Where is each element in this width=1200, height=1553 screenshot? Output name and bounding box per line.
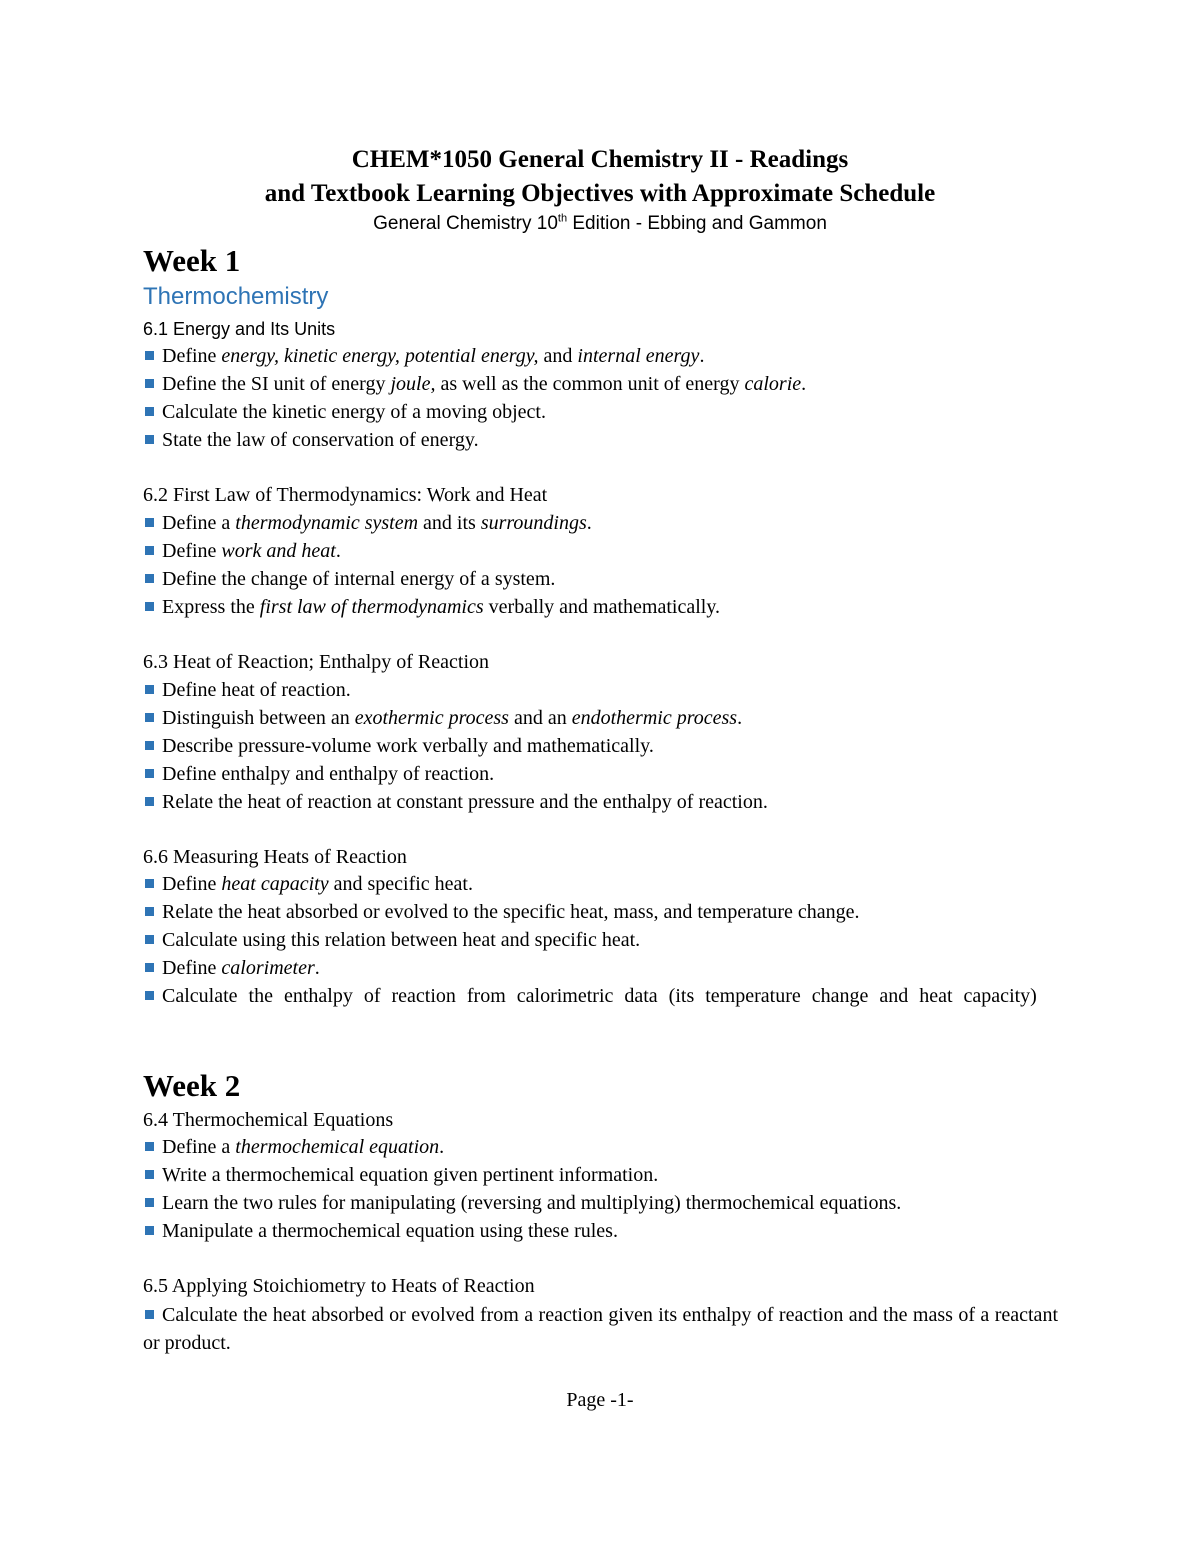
square-bullet-icon — [145, 769, 154, 778]
list-item: Express the first law of thermodynamics verbally and mathematically. — [143, 593, 1063, 621]
square-bullet-icon — [145, 1142, 154, 1151]
square-bullet-icon — [145, 879, 154, 888]
list-item: Define enthalpy and enthalpy of reaction. — [143, 760, 1063, 788]
list-item: Calculate the enthalpy of reaction from calorimetric data (its temperature change and heat capacity) — [143, 982, 1058, 1010]
square-bullet-icon — [145, 741, 154, 750]
topic-heading: Thermochemistry — [143, 283, 329, 310]
list-item: Calculate using this relation between heat and specific heat. — [143, 926, 1063, 954]
list-item: Define the change of internal energy of a system. — [143, 565, 1063, 593]
subtitle-superscript: th — [557, 212, 568, 225]
square-bullet-icon — [145, 379, 154, 388]
list-item: Define calorimeter. — [143, 954, 1063, 982]
week-1-heading: Week 1 — [143, 243, 241, 278]
square-bullet-icon — [145, 518, 154, 527]
list-item: Learn the two rules for manipulating (reversing and multiplying) thermochemical equations. — [143, 1189, 1063, 1217]
square-bullet-icon — [145, 546, 154, 555]
square-bullet-icon — [145, 1170, 154, 1179]
list-item: Define energy, kinetic energy, potential energy, and internal energy. — [143, 342, 1063, 370]
document-subtitle — [0, 212, 1200, 236]
list-item: Define work and heat. — [143, 537, 1063, 565]
square-bullet-icon — [145, 797, 154, 806]
square-bullet-icon — [145, 574, 154, 583]
week-2-heading: Week 2 — [143, 1068, 241, 1103]
square-bullet-icon — [145, 351, 154, 360]
square-bullet-icon — [145, 991, 154, 1000]
document-title-line-1: CHEM*1050 General Chemistry II - Readings — [351, 146, 849, 173]
list-item: Define the SI unit of energy joule, as well as the common unit of energy calorie. — [143, 370, 1063, 398]
square-bullet-icon — [145, 435, 154, 444]
list-item: Distinguish between an exothermic process and an endothermic process. — [143, 704, 1063, 732]
list-item: Define heat of reaction. — [143, 676, 1063, 704]
list-item: Calculate the kinetic energy of a moving object. — [143, 398, 1063, 426]
square-bullet-icon — [145, 713, 154, 722]
section-6-2-title: 6.2 First Law of Thermodynamics: Work and Heat — [143, 484, 548, 506]
square-bullet-icon — [145, 407, 154, 416]
list-item: Relate the heat absorbed or evolved to the specific heat, mass, and temperature change. — [143, 898, 1063, 926]
section-6-3-title: 6.3 Heat of Reaction; Enthalpy of Reaction — [143, 651, 490, 673]
square-bullet-icon — [145, 935, 154, 944]
list-item: Define heat capacity and specific heat. — [143, 870, 1063, 898]
square-bullet-icon — [145, 1198, 154, 1207]
section-6-5-title: 6.5 Applying Stoichiometry to Heats of Reaction — [143, 1275, 535, 1297]
square-bullet-icon — [145, 1310, 154, 1319]
square-bullet-icon — [145, 602, 154, 611]
list-item: Define a thermodynamic system and its surroundings. — [143, 509, 1063, 537]
section-6-1-title: 6.1 Energy and Its Units — [143, 319, 336, 339]
list-item: Relate the heat of reaction at constant pressure and the enthalpy of reaction. — [143, 788, 1063, 816]
list-item: Manipulate a thermochemical equation using these rules. — [143, 1217, 1063, 1245]
page-number: Page -1- — [566, 1389, 634, 1411]
section-6-6-title: 6.6 Measuring Heats of Reaction — [143, 846, 407, 868]
subtitle-text-end: Edition - Ebbing and Gammon — [567, 213, 827, 234]
square-bullet-icon — [145, 685, 154, 694]
list-item: State the law of conservation of energy. — [143, 426, 1063, 454]
square-bullet-icon — [145, 1226, 154, 1235]
square-bullet-icon — [145, 907, 154, 916]
list-item: Describe pressure-volume work verbally and mathematically. — [143, 732, 1063, 760]
square-bullet-icon — [145, 963, 154, 972]
list-item: Calculate the heat absorbed or evolved from a reaction given its enthalpy of reaction and the mass of a reactant or product. — [143, 1304, 1058, 1354]
section-6-4-title: 6.4 Thermochemical Equations — [143, 1109, 394, 1131]
list-item: Write a thermochemical equation given pertinent information. — [143, 1161, 1063, 1189]
subtitle-text: General Chemistry 10 — [373, 213, 558, 234]
document-title-line-2: and Textbook Learning Objectives with Approximate Schedule — [264, 180, 936, 207]
list-item: Define a thermochemical equation. — [143, 1133, 1063, 1161]
